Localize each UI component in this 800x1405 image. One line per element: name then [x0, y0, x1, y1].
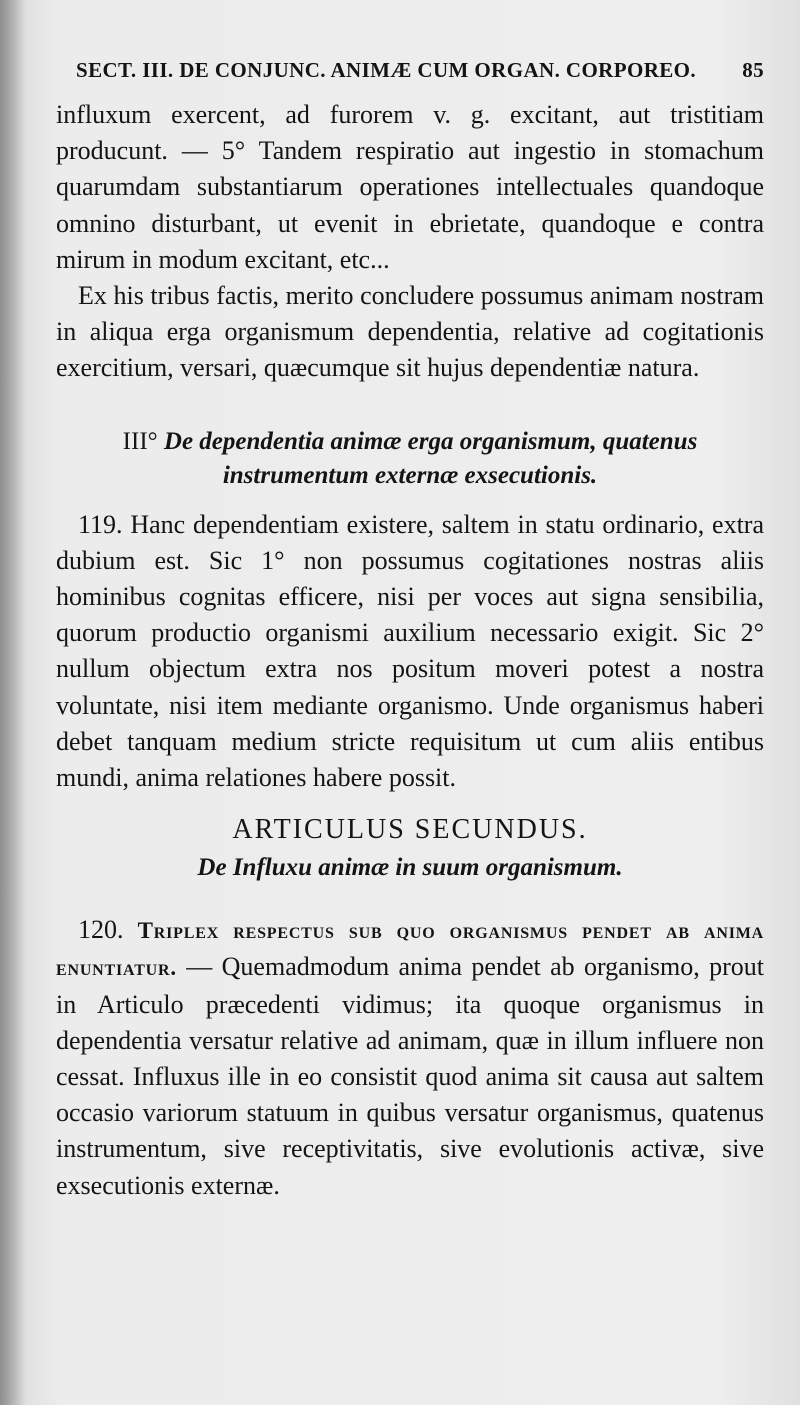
paragraph-120-body: — Quemadmodum anima pendet ab organismo, prout in Articulo præcedenti vidimus; ita quoque organismus in dependentia versatur relative ad animam, quæ in illum influere non cessat. Influxus ille in eo consistit quod anima sit causa aut saltem occasio variorum statuum in quibus versatur organismus, quatenus instrumentum, sive receptivitatis, sive evolutionis activæ, sive exsecutionis externæ.	[56, 952, 765, 1200]
page-number: 85	[742, 58, 764, 82]
paragraph-continuation: influxum exercent, ad furorem v. g. excitant, aut tristitiam producunt. — 5° Tandem respiratio aut ingestio in stomachum quarumdam substantiarum operationes intellectuales quandoque omnino disturbant, ut evenit in ebrietate, quandoque e contra mirum in modum excitant, etc...	[56, 100, 764, 274]
section-title: De dependentia animæ erga organismum, quatenus instrumentum externæ exsecutionis.	[163, 427, 698, 489]
paragraph-number: 120.	[78, 915, 124, 945]
section-heading-3	[56, 425, 764, 493]
article-subtitle: De Influxu animæ in suum organismum.	[197, 854, 623, 882]
article-title: ARTICULUS SECUNDUS.	[232, 814, 588, 846]
paragraph-120	[56, 912, 764, 1204]
paragraph-conclusion: Ex his tribus factis, merito concludere possumus animam nostram in aliqua erga organismum dependentia, relative ad cogitationis exercitium, versari, quæcumque sit hujus dependentiæ natura.	[56, 281, 764, 383]
section-number: III°	[122, 427, 158, 455]
paragraph-119: 119. Hanc dependentiam existere, saltem in statu ordinario, extra dubium est. Sic 1° non possumus cogitationes nostras aliis hominibus cognitas efficere, nisi per voces aut signa sensibilia, quorum productio organismi auxilium necessario exigit. Sic 2° nullum objectum extra nos positum moveri potest a nostra voluntate, nisi item mediante organismo. Unde organismus haberi debet tanquam medium stricte requisitum ut cum aliis entibus mundi, anima relationes habere possit.	[56, 509, 764, 793]
running-head	[76, 58, 764, 83]
page-edge-shadow	[0, 0, 26, 1405]
running-head-title: SECT. III. DE CONJUNC. ANIMÆ CUM ORGAN. CORPOREO.	[76, 58, 697, 82]
paragraph-heading: Triplex respectus sub quo organismus pendet ab anima enuntiatur.	[56, 918, 764, 981]
